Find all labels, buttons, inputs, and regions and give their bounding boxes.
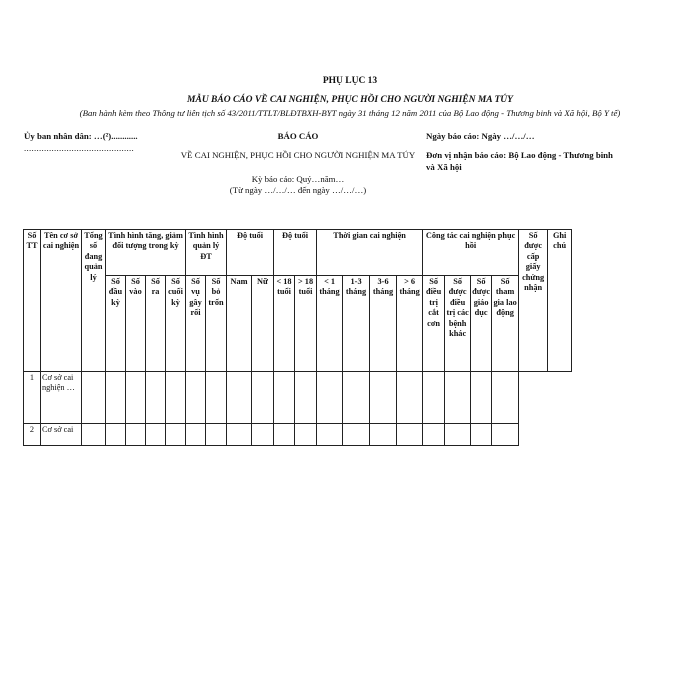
table-cell <box>423 424 445 446</box>
table-cell <box>186 372 206 424</box>
sub-header-out: Số ra <box>146 276 166 372</box>
people-committee-label: Ủy ban nhân dân: …(²)............ <box>24 131 138 141</box>
col-header-facility-name: Tên cơ sở cai nghiện <box>41 230 82 372</box>
sub-header-detox: Số điều trị cắt cơn <box>423 276 445 372</box>
people-committee-dots: ............................................ <box>24 143 134 153</box>
sub-header-gt-6-months: > 6 tháng <box>397 276 423 372</box>
form-subtitle: MẪU BÁO CÁO VỀ CAI NGHIỆN, PHỤC HỒI CHO NGƯỜI NGHIỆN MA TÚY <box>187 95 513 105</box>
table-cell <box>295 372 317 424</box>
receiving-unit: Đơn vị nhận báo cáo: Bộ Lao động - Thương binh và Xã hội <box>426 150 613 172</box>
table-cell <box>370 372 397 424</box>
sub-header-other-disease: Số được điều trị các bệnh khác <box>445 276 471 372</box>
table-cell <box>397 424 423 446</box>
sub-header-over-18: > 18 tuổi <box>295 276 317 372</box>
table-cell <box>423 372 445 424</box>
row-facility-name: Cơ sở cai nghiện … <box>41 372 82 424</box>
table-cell <box>227 424 252 446</box>
sub-header-in: Số vào <box>126 276 146 372</box>
table-row <box>24 372 572 424</box>
group-header-age: Độ tuổi <box>274 230 317 276</box>
table-cell <box>317 372 343 424</box>
report-period: Kỳ báo cáo: Quý…năm… <box>251 174 345 184</box>
col-header-note: Ghi chú <box>548 230 572 372</box>
sub-header-female: Nữ <box>252 276 274 372</box>
report-topic: VỀ CAI NGHIỆN, PHỤC HỒI CHO NGƯỜI NGHIỆN MA TÚY <box>180 150 416 160</box>
table-cell <box>186 424 206 446</box>
table-header-row-1 <box>24 230 572 276</box>
group-header-gender: Độ tuổi <box>227 230 274 276</box>
group-header-rehab-time: Thời gian cai nghiện <box>317 230 423 276</box>
table-cell <box>445 372 471 424</box>
table-cell <box>206 424 227 446</box>
report-table <box>23 229 572 446</box>
table-cell <box>370 424 397 446</box>
row-stt: 1 <box>24 372 41 424</box>
sub-header-end: Số cuối kỳ <box>166 276 186 372</box>
sub-header-escape: Số bỏ trốn <box>206 276 227 372</box>
table-cell <box>471 424 492 446</box>
table-cell <box>166 424 186 446</box>
sub-header-lt-1-month: < 1 tháng <box>317 276 343 372</box>
decree-note: (Ban hành kèm theo Thông tư liên tịch số 43/2011/TTLT/BLĐTBXH-BYT ngày 31 tháng 12 năm 2011 của Bộ Lao động - Thương binh và Xã hội, Bộ Y tế) <box>79 108 621 118</box>
table-cell <box>146 424 166 446</box>
table-cell <box>343 424 370 446</box>
table-cell <box>471 372 492 424</box>
table-cell <box>82 372 106 424</box>
sub-header-incident: Số vụ gây rối <box>186 276 206 372</box>
table-cell <box>227 372 252 424</box>
appendix-title: PHỤ LỤC 13 <box>322 76 378 86</box>
col-header-certified: Số được cấp giấy chứng nhận <box>519 230 548 372</box>
table-cell <box>492 372 519 424</box>
table-cell <box>206 372 227 424</box>
group-header-management: Tình hình quản lý ĐT <box>186 230 227 276</box>
table-cell <box>146 372 166 424</box>
table-cell <box>252 372 274 424</box>
table-cell <box>106 424 126 446</box>
table-cell <box>126 372 146 424</box>
report-date: Ngày báo cáo: Ngày …/…/… <box>426 131 535 141</box>
table-row <box>24 424 572 446</box>
table-cell <box>397 372 423 424</box>
row-facility-name: Cơ sở cai <box>41 424 82 446</box>
sub-header-start: Số đầu kỳ <box>106 276 126 372</box>
table-cell <box>126 424 146 446</box>
table-cell <box>317 424 343 446</box>
sub-header-3-6-months: 3-6 tháng <box>370 276 397 372</box>
table-cell <box>82 424 106 446</box>
sub-header-under-18: < 18 tuổi <box>274 276 295 372</box>
table-cell <box>445 424 471 446</box>
sub-header-education: Số được giáo dục <box>471 276 492 372</box>
col-header-stt: Số TT <box>24 230 41 372</box>
table-cell <box>274 372 295 424</box>
table-cell <box>295 424 317 446</box>
table-cell <box>252 424 274 446</box>
report-date-range: (Từ ngày …/…/… đến ngày …/…/…) <box>229 185 367 195</box>
sub-header-male: Nam <box>227 276 252 372</box>
table-cell <box>166 372 186 424</box>
row-stt: 2 <box>24 424 41 446</box>
group-header-change: Tình hình tăng, giảm đối tượng trong kỳ <box>106 230 186 276</box>
sub-header-labor: Số tham gia lao động <box>492 276 519 372</box>
sub-header-1-3-months: 1-3 tháng <box>343 276 370 372</box>
report-title: BÁO CÁO <box>277 131 319 141</box>
table-cell <box>492 424 519 446</box>
table-header-row-2 <box>24 276 572 372</box>
group-header-rehab-work: Công tác cai nghiện phục hồi <box>423 230 519 276</box>
table-cell <box>343 372 370 424</box>
col-header-total: Tổng số đang quản lý <box>82 230 106 372</box>
table-cell <box>106 372 126 424</box>
table-cell <box>274 424 295 446</box>
